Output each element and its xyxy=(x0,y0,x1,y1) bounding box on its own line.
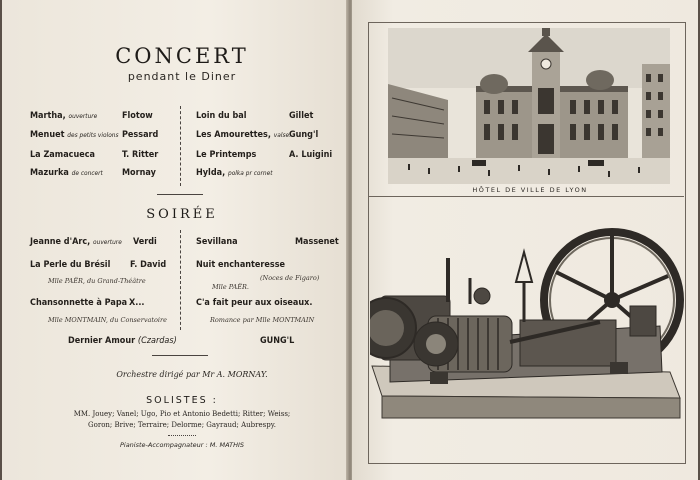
program-composer: GUNG'L xyxy=(260,336,295,346)
program-composer: F. David xyxy=(130,260,167,270)
program-composer: X... xyxy=(129,298,145,308)
program-composer: Verdi xyxy=(133,237,157,247)
hotel-de-ville-engraving xyxy=(388,28,670,184)
program-item: La Perle du Brésil xyxy=(30,260,111,270)
left-page xyxy=(2,0,348,480)
program-item: Chansonnette à Papa xyxy=(30,298,128,308)
program-item: Loin du bal xyxy=(196,111,247,121)
singer-note: (Noces de Figaro) xyxy=(260,274,320,282)
page-title: CONCERT xyxy=(115,44,249,68)
program-composer: Flotow xyxy=(122,111,153,121)
program-composer: Gillet xyxy=(289,111,314,121)
illustration-caption: HÔTEL DE VILLE DE LYON xyxy=(472,186,588,194)
pianist-line: Pianiste-Accompagnateur : M. MATHIS xyxy=(119,441,245,449)
soloists-line: MM. Jouey; Vanel; Ugo, Pio et Antonio Bedetti; Ritter; Weiss; xyxy=(73,410,291,418)
singer-note: Mlle PAËR, du Grand-Théâtre xyxy=(48,277,146,285)
program-item: Martha, ouverture xyxy=(30,111,98,121)
program-item: Nuit enchanteresse xyxy=(196,260,286,270)
steam-engine-engraving xyxy=(370,222,685,438)
soloists-line: Goron; Brive; Terraire; Delorme; Gayraud; Aubrespy. xyxy=(88,421,276,429)
program-composer: A. Luigini xyxy=(289,150,333,160)
program-item: Sevillana xyxy=(196,237,238,247)
singer-note: Mlle MONTMAIN, du Conservatoire xyxy=(48,316,167,324)
singer-note: Mlle PAËR. xyxy=(212,283,249,291)
frame-divider xyxy=(368,196,684,197)
column-divider xyxy=(180,106,181,186)
program-item: Mazurka de concert xyxy=(30,168,103,178)
program-composer: Mornay xyxy=(122,168,156,178)
program-item: Hylda, polka pr cornet xyxy=(196,168,273,178)
program-item: La Zamacueca xyxy=(30,150,95,160)
program-item: Dernier Amour (Czardas) xyxy=(68,336,177,346)
program-composer: Massenet xyxy=(295,237,339,247)
program-item: Les Amourettes, valse. xyxy=(196,130,291,140)
program-item: Jeanne d'Arc, ouverture xyxy=(30,237,122,247)
section-rule xyxy=(168,435,196,436)
page-subtitle: pendant le Diner xyxy=(127,70,237,83)
program-item: Le Printemps xyxy=(196,150,257,160)
program-composer: T. Ritter xyxy=(122,150,159,160)
section-rule xyxy=(152,355,208,356)
orchestra-line: Orchestre dirigé par Mr A. MORNAY. xyxy=(116,370,268,379)
singer-note: Romance par Mlle MONTMAIN xyxy=(210,316,315,324)
soloists-heading: SOLISTES : xyxy=(146,395,218,406)
column-divider xyxy=(180,230,181,330)
section-rule xyxy=(157,194,203,195)
program-composer: Gung'l xyxy=(289,130,319,140)
section-title: SOIRÉE xyxy=(146,207,218,222)
program-composer: Pessard xyxy=(122,130,159,140)
program-item: C'a fait peur aux oiseaux. xyxy=(196,298,313,308)
program-item: Menuet des petits violons xyxy=(30,130,119,140)
